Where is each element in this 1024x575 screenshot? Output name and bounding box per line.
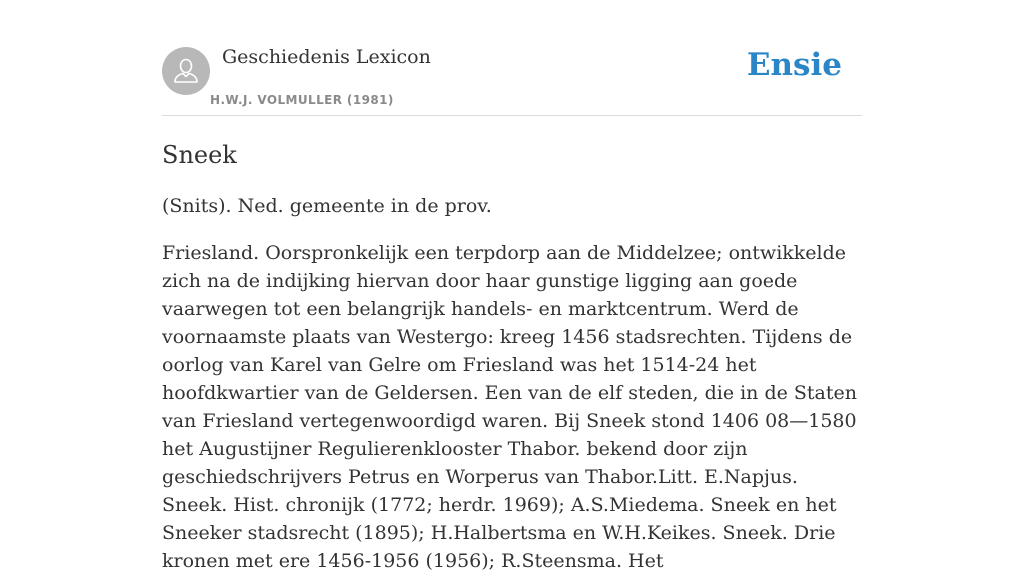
ensie-logo[interactable]: Ensie xyxy=(746,47,842,83)
page-header xyxy=(162,0,862,116)
article-container xyxy=(162,0,862,575)
entry-paragraph: Friesland. Oorspronkelijk een terpdorp aan de Middelzee; ontwikkelde zich na de indijking hiervan door haar gunstige ligging aan goede vaarwegen tot een belangrijk handels- en marktcentrum. Werd de voornaamste plaats van Westergo: kreeg 1456 stadsrechten. Tijdens de oorlog van Karel van Gelre om Friesland was het 1514-24 het hoofdkwartier van de Geldersen. Een van de elf steden, die in de Staten van Friesland vertegenwoordigd waren. Bij Sneek stond 1406 08—1580 het Augustijner Regulierenklooster Thabor. bekend door zijn geschiedschrijvers Petrus en Worperus van Thabor.Litt. E.Napjus. Sneek. Hist. chronijk (1772; herdr. 1969); A.S.Miedema. Sneek en het Sneeker stadsrecht (1895); H.Halbertsma en W.H.Keikes. Sneek. Drie kronen met ere 1456-1956 (1956); R.Steensma. Het xyxy=(162,242,857,572)
entry-title: Sneek xyxy=(162,141,237,169)
entry-paragraph: (Snits). Ned. gemeente in de prov. xyxy=(162,195,492,217)
book-title[interactable]: Geschiedenis Lexicon xyxy=(222,46,431,68)
user-silhouette-icon[interactable] xyxy=(162,47,210,95)
author-label[interactable]: H.W.J. VOLMULLER (1981) xyxy=(210,93,394,107)
